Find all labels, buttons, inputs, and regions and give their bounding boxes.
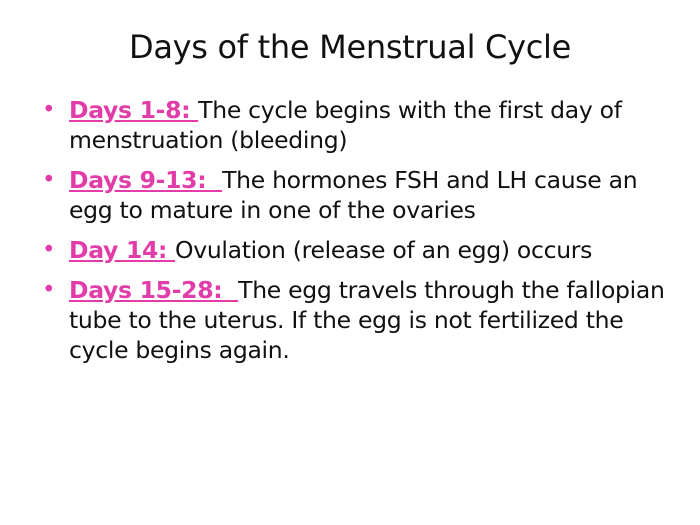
bullet-dot-icon: • [42,237,56,263]
bullet-item-days-9-13 [42,165,672,225]
bullet-text: Ovulation (release of an egg) occurs [175,236,593,264]
bullet-item-days-1-8 [42,95,672,155]
bullet-text: The egg travels through the fallopian tube to the uterus. If the egg is not fertilized the cycle begins again. [69,276,665,364]
bullet-item-days-15-28 [42,275,672,365]
bullet-item-day-14 [42,235,672,265]
bullet-text: The hormones FSH and LH cause an egg to mature in one of the ovaries [69,166,638,224]
bullet-dot-icon: • [42,167,56,193]
bullet-label: Day 14: [69,236,176,264]
slide-title: Days of the Menstrual Cycle [129,28,571,66]
bullet-text: The cycle begins with the first day of menstruation (bleeding) [69,96,622,154]
bullet-label: Days 15-28: [69,276,239,304]
bullet-dot-icon: • [42,277,56,303]
bullet-dot-icon: • [42,97,56,123]
bullet-label: Days 9-13: [69,166,223,194]
bullet-label: Days 1-8: [69,96,199,124]
bullet-list [42,95,672,375]
